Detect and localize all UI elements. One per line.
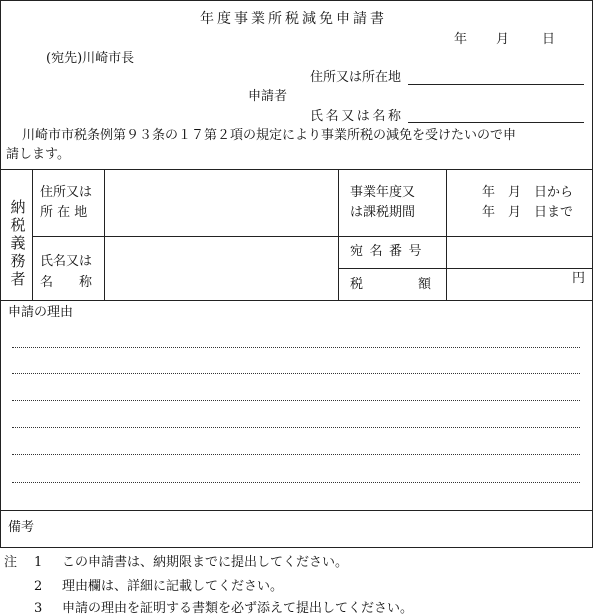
- note-number: 1: [34, 555, 43, 570]
- period-from[interactable]: 年 月 日から: [482, 185, 574, 200]
- side-char: 義: [10, 234, 26, 252]
- note-number: 2: [34, 579, 43, 594]
- form-title: 年度事業所税減免申請書: [200, 11, 387, 27]
- side-char: 務: [10, 252, 26, 270]
- date-year: 年: [454, 32, 468, 47]
- note-text: 申請の理由を証明する書類を必ず添えて提出してください。: [62, 601, 414, 616]
- remarks-label: 備考: [8, 520, 35, 535]
- ate-number-field[interactable]: [448, 238, 590, 267]
- note-text: 理由欄は、詳細に記載してください。: [62, 579, 284, 594]
- applicant-name-label: 氏名又は名称: [310, 109, 404, 124]
- reason-line[interactable]: [12, 347, 580, 348]
- tax-label-right: 額: [418, 277, 432, 292]
- date-day: 日: [542, 32, 556, 47]
- taxpayer-address-label-1: 住所又は: [40, 185, 93, 200]
- side-char: 者: [10, 270, 26, 288]
- period-to[interactable]: 年 月 日まで: [482, 205, 574, 220]
- taxpayer-name-field[interactable]: [106, 238, 336, 299]
- section-divider-reason: [0, 300, 592, 301]
- col-divider-2: [104, 169, 105, 300]
- reason-line[interactable]: [12, 482, 580, 483]
- yen-unit: 円: [572, 271, 586, 286]
- side-char: 税: [10, 216, 26, 234]
- applicant-label: 申請者: [248, 89, 288, 104]
- date-month: 月: [496, 32, 510, 47]
- tax-label-left: 税: [350, 277, 364, 292]
- section-divider-remarks: [0, 510, 592, 511]
- taxpayer-side-label: [10, 198, 26, 288]
- reason-line[interactable]: [12, 427, 580, 428]
- row-divider-1: [32, 236, 592, 237]
- taxpayer-address-field[interactable]: [106, 171, 336, 235]
- business-year-label-1: 事業年度又: [350, 185, 416, 200]
- col-divider-1: [32, 169, 33, 300]
- col-divider-4: [446, 169, 447, 300]
- tax-amount-field[interactable]: [448, 270, 568, 299]
- statement-line-1: 川崎市市税条例第９３条の１７第２項の規定により事業所税の減免を受けたいので申: [22, 128, 517, 143]
- reason-label: 申請の理由: [8, 305, 74, 320]
- reason-line[interactable]: [12, 454, 580, 455]
- applicant-address-label: 住所又は所在地: [310, 70, 402, 85]
- ate-number-label: 宛名番号: [350, 244, 429, 259]
- business-year-label-2: は課税期間: [350, 205, 416, 220]
- statement-line-2: 請します。: [6, 147, 70, 162]
- note-number: 3: [34, 601, 43, 616]
- reason-line[interactable]: [12, 400, 580, 401]
- note-text: この申請書は、納期限までに提出してください。: [62, 555, 349, 570]
- addressee: (宛先)川崎市長: [46, 51, 135, 66]
- col-divider-3: [338, 169, 339, 300]
- taxpayer-address-label-2: 所 在 地: [40, 205, 88, 220]
- taxpayer-name-label-2: 名 称: [40, 275, 93, 290]
- section-divider-top: [0, 169, 592, 170]
- row-divider-2: [338, 268, 592, 269]
- notes-prefix: 注: [4, 555, 18, 570]
- remarks-field[interactable]: [50, 512, 588, 545]
- applicant-name-line[interactable]: [408, 122, 584, 123]
- side-char: 納: [10, 198, 26, 216]
- applicant-address-line[interactable]: [408, 84, 584, 85]
- taxpayer-name-label-1: 氏名又は: [40, 254, 93, 269]
- reason-line[interactable]: [12, 373, 580, 374]
